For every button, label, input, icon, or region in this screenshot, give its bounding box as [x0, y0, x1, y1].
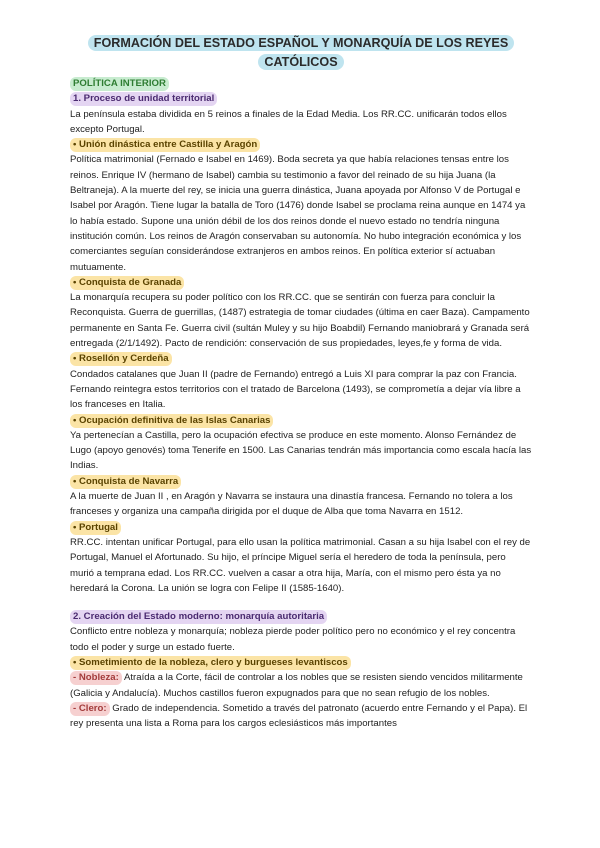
item-title-navarra: • Conquista de Navarra	[70, 475, 181, 489]
section2-intro: Conflicto entre nobleza y monarquía; nobleza pierde poder político pero no económico y el rey concentra todo el poder y surge un estado fuerte.	[70, 626, 516, 653]
section1-intro: La península estaba dividida en 5 reinos a finales de la Edad Media. Los RR.CC. unificarán todos ellos excepto Portugal.	[70, 108, 507, 135]
section1-heading: 1. Proceso de unidad territorial	[70, 92, 217, 106]
nobleza-paragraph	[70, 670, 532, 701]
nobleza-label: - Nobleza:	[70, 671, 122, 685]
section-label-politica-interior: POLÍTICA INTERIOR	[70, 77, 169, 91]
section2-heading: 2. Creación del Estado moderno: monarquía autoritaria	[70, 610, 327, 624]
item-text-portugal: RR.CC. intentan unificar Portugal, para ello usan la política matrimonial. Casan a su hija Isabel con el rey de Portugal, Manuel el Afortunado. Su hijo, el príncipe Miguel sería el heredero de toda la península, pero murió a temprana edad. Los RR.CC. vuelven a casar a otra hija, María, con el mismo pero ésta ya no heredará la Corona. La unión se logra con Felipe II (1585-1640).	[70, 536, 531, 594]
document-page	[70, 34, 532, 731]
item-text-navarra: A la muerte de Juan II , en Aragón y Navarra se instaura una dinastía francesa. Fernando no tolera a los franceses y organiza una campaña dirigida por el duque de Alba que toma Navarra en 1512.	[70, 491, 513, 518]
item-text-canarias: Ya pertenecían a Castilla, pero la ocupación efectiva se produce en este momento. Alonso Fernández de Lugo (apoyo genovés) toma Tenerife en 1500. Las Canarias tendrán más importancia como escala hacía las Indias.	[70, 429, 532, 472]
nobleza-text: Atraída a la Corte, fácil de controlar a los nobles que se resisten siendo vencidos militarmente (Galicia y Andalucía). Muchos castillos fueron expugnados para que no sean refugio de los nobles.	[70, 672, 523, 699]
item-title-union-dinastica: • Unión dinástica entre Castilla y Aragón	[70, 138, 260, 152]
item-title-portugal: • Portugal	[70, 521, 121, 535]
document-title	[70, 34, 532, 72]
section-spacer	[70, 596, 532, 609]
document-title-text: FORMACIÓN DEL ESTADO ESPAÑOL Y MONARQUÍA DE LOS REYES CATÓLICOS	[88, 35, 514, 70]
item-title-canarias: • Ocupación definitiva de las Islas Canarias	[70, 414, 273, 428]
item-text-rosellon: Condados catalanes que Juan II (padre de Fernando) entregó a Luis XI para comprar la paz con Francia. Fernando reintegra estos territorios con el tratado de Barcelona (1493), se comprometía a dejar vía libre a los franceses en Italia.	[70, 368, 521, 411]
clero-paragraph	[70, 701, 532, 732]
item-title-rosellon: • Rosellón y Cerdeña	[70, 352, 172, 366]
item-text-union-dinastica: Política matrimonial (Fernado e Isabel en 1469). Boda secreta ya que había relaciones tensas entre los reinos. Enrique IV (hermano de Isabel) cambia su testimonio a favor del reinado de su hija Juana (la Beltraneja). A la muerte del rey, se inicia una guerra dinástica, Juana apoyada por Alfonso V de Portugal e Isabel por Aragón. Tiene lugar la batalla de Toro (1476) donde Isabel se proclama reina aunque en 1474 ya lo había estado. Supone una unión débil de los dos reinos donde el nuevo estado no tendría ninguna institución común. Los reinos de Aragón conservaban su autonomía. No hubo integración económica y los comerciantes seguían considerándose extranjeros en ambos reinos. En política exterior sí actuaban mutuamente.	[70, 154, 526, 273]
clero-label: - Clero:	[70, 702, 110, 716]
clero-text: Grado de independencia. Sometido a través del patronato (acuerdo entre Fernando y el Papa). El rey presenta una lista a Roma para los cargos eclesiásticos más importantes	[70, 702, 528, 730]
item-text-granada: La monarquía recupera su poder político con los RR.CC. que se sentirán con fuerza para concluir la Reconquista. Guerra de guerrillas, (1487) estrategia de tomar ciudades (última en caer Baza). Campamento permanente en Santa Fe. Guerra civil (sultán Muley y su hijo Boabdil) Fernando maniobrará y Granada será entregada (2/1/1492). Pacto de rendición: conservación de sus propiedades, leyes,fe y forma de vida.	[70, 292, 530, 350]
section2-subtitle: • Sometimiento de la nobleza, clero y burgueses levantiscos	[70, 656, 351, 670]
item-title-granada: • Conquista de Granada	[70, 276, 184, 290]
